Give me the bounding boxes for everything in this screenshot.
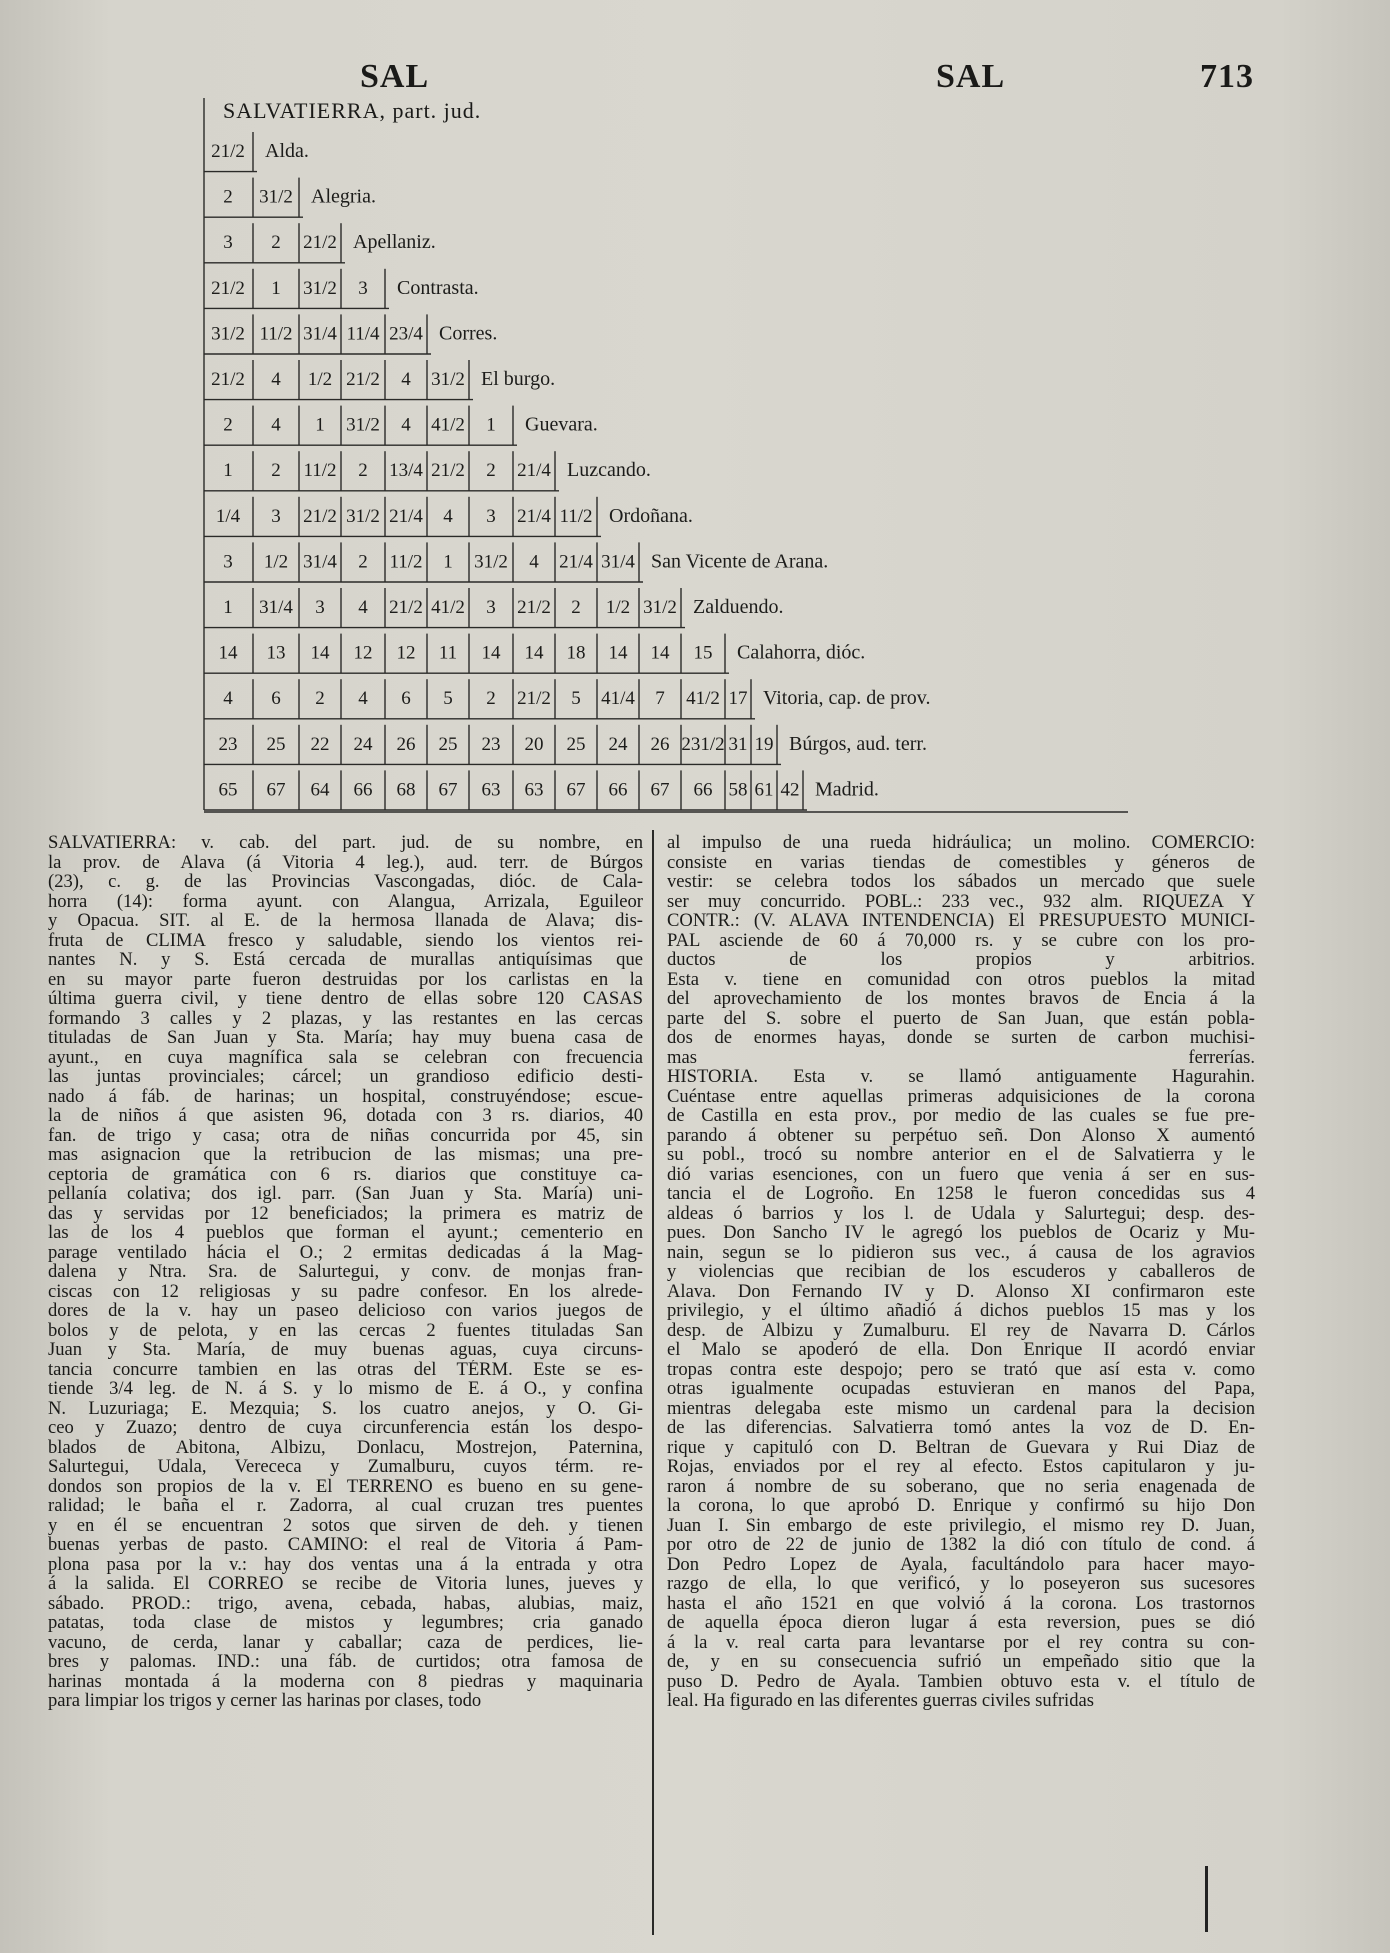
distance-value: 31/2 <box>346 414 380 436</box>
distance-value: 21/2 <box>211 141 245 162</box>
distance-value: 64 <box>310 779 330 801</box>
distance-value: 23 <box>218 733 238 755</box>
text-line: ayunt., en cuya magnífica sala se celebran con frecuencia <box>48 1047 643 1067</box>
distance-value: 17 <box>728 688 748 710</box>
distance-value: 41/2 <box>431 414 465 436</box>
text-line: ciscas con 12 religiosas y su padre confesor. En los alrede- <box>48 1281 643 1301</box>
text-line: del aprovechamiento de los montes bravos de Encia á la <box>667 989 1255 1009</box>
text-line: patatas, toda clase de mistos y legumbres; cria ganado <box>48 1613 643 1633</box>
distance-value: 63 <box>524 779 544 801</box>
distance-value: 21/4 <box>389 505 423 527</box>
distance-value: 67 <box>266 779 286 801</box>
town-name: Vitoria, cap. de prov. <box>763 687 931 710</box>
running-header-left: SAL <box>360 58 430 95</box>
distance-value: 61 <box>754 779 774 801</box>
text-line: las juntas provinciales; cárcel; un grandioso edificio desti- <box>48 1067 643 1087</box>
text-line: para limpiar los trigos y cerner las harinas por clases, todo <box>48 1691 482 1711</box>
distance-value: 26 <box>650 733 670 755</box>
distance-value: 1 <box>443 551 453 573</box>
text-line: dió varias esenciones, con un fuero que venia á ser en sus- <box>667 1164 1255 1184</box>
distance-table <box>203 98 1128 814</box>
text-line: su pobl., trocó su nombre anterior en el de Salvatierra y le <box>667 1145 1255 1165</box>
distance-value: 2 <box>358 460 368 482</box>
text-line: dondos son propios de la v. El TERRENO es bueno en su gene- <box>48 1476 643 1496</box>
page-number: 713 <box>1200 58 1254 95</box>
column-divider <box>652 830 654 1935</box>
distance-value: 3 <box>223 232 233 254</box>
distance-value: 4 <box>271 414 281 436</box>
text-line: en su mayor parte fueron destruidas por los carlistas en la <box>48 969 643 989</box>
text-line: raron á nombre de su soberano, que no seria enagenada de <box>667 1476 1255 1496</box>
text-line: parte del S. sobre el puerto de San Juan, que están pobla- <box>667 1008 1255 1028</box>
distance-value: 31/2 <box>346 505 380 527</box>
town-name: El burgo. <box>481 368 556 390</box>
text-line: Cuéntase entre aquellas primeras adquisiciones de la corona <box>667 1086 1255 1106</box>
distance-value: 2 <box>358 551 368 573</box>
distance-value: 14 <box>524 642 544 664</box>
text-line: tiende 3/4 leg. de N. á S. y lo mismo de E. á O., y confina <box>48 1379 643 1399</box>
text-line: nain, segun se lo pidieron sus vec., á causa de los agravios <box>667 1242 1255 1262</box>
text-line: bolos y de pelota, y en las cercas 2 fuentes tituladas San <box>48 1320 643 1340</box>
distance-value: 66 <box>353 779 373 801</box>
distance-value: 3 <box>486 597 496 618</box>
town-name: Corres. <box>439 322 498 345</box>
distance-value: 4 <box>223 688 233 710</box>
distance-value: 2 <box>486 688 496 710</box>
distance-value: 22 <box>310 733 330 755</box>
distance-value: 2 <box>486 460 496 482</box>
distance-value: 11 <box>438 642 458 664</box>
distance-value: 11/4 <box>346 323 380 345</box>
text-line: otras igualmente ocupadas estuvieran en manos del Papa, <box>667 1379 1255 1399</box>
text-line: al impulso de una rueda hidráulica; un molino. COMERCIO: <box>667 833 1255 853</box>
text-line: Don Pedro Lopez de Ayala, facultándolo para hacer mayo- <box>667 1554 1255 1574</box>
text-line: das y servidas por 12 beneficiados; la primera es matriz de <box>48 1203 643 1223</box>
distance-value: 3 <box>358 277 368 299</box>
text-line: el Malo se apoderó de ella. Don Enrique II acordó enviar <box>667 1340 1255 1360</box>
text-line: Rojas, enviados por el rey al efecto. Estos capitularon y ju- <box>667 1457 1255 1477</box>
text-line: SALVATIERRA: v. cab. del part. jud. de su nombre, en <box>48 833 643 853</box>
distance-table-grid <box>203 98 1128 814</box>
distance-value: 21/2 <box>303 505 337 527</box>
text-line: fan. de trigo y casa; otra de niñas concurrida por 45, sin <box>48 1125 643 1145</box>
distance-value: 65 <box>218 779 238 801</box>
text-line: tancia el de Logroño. En 1258 le fueron concedidas sus 4 <box>667 1184 1255 1204</box>
text-line: tancia concurre tambien en las otras del TÉRM. Este se es- <box>48 1359 643 1379</box>
text-line: parando á obtener su perpétuo señ. Don Alonso X aumentó <box>667 1125 1255 1145</box>
town-name: San Vicente de Arana. <box>651 550 829 573</box>
distance-value: 1/2 <box>263 551 289 573</box>
distance-value: 2 <box>315 688 325 710</box>
distance-value: 1 <box>271 277 281 299</box>
distance-value: 21/2 <box>211 369 245 390</box>
text-line: razgo de ella, lo que verificó, y lo poseyeron sus sucesores <box>667 1574 1255 1594</box>
distance-value: 1/2 <box>605 597 631 618</box>
distance-value: 231/2 <box>681 733 725 755</box>
distance-value: 41/4 <box>601 688 635 710</box>
distance-value: 7 <box>655 688 665 710</box>
distance-value: 21/4 <box>559 551 593 573</box>
text-line: fruta de CLIMA fresco y saludable, siendo los vientos rei- <box>48 930 643 950</box>
distance-value: 25 <box>566 733 586 755</box>
right-text-column <box>667 833 1255 1711</box>
text-line: las de los 4 pueblos que forman el ayunt.; cementerio en <box>48 1223 643 1243</box>
text-line: ceo y Zuazo; dentro de cuya circunferencia están los despo- <box>48 1418 643 1438</box>
text-line: N. Luzuriaga; E. Mezquia; S. los cuatro anejos, y O. Gi- <box>48 1398 643 1418</box>
distance-value: 21/2 <box>346 369 380 390</box>
distance-value: 3 <box>223 551 233 573</box>
distance-value: 13/4 <box>389 460 423 482</box>
distance-value: 24 <box>353 733 373 755</box>
distance-value: 4 <box>401 369 411 390</box>
distance-value: 11/2 <box>259 323 293 345</box>
distance-value: 5 <box>571 688 581 710</box>
distance-value: 21/2 <box>517 597 551 618</box>
distance-value: 67 <box>566 779 586 801</box>
distance-value: 6 <box>401 688 411 710</box>
text-line: privilegio, y el último añadió á dichos pueblos 15 mas y los <box>667 1301 1255 1321</box>
text-line: dores de la v. hay un paseo delicioso con varios juegos de <box>48 1301 643 1321</box>
text-line: mas asignacion que la retribucion de las mismas; una pre- <box>48 1145 643 1165</box>
text-line: ser muy concurrido. POBL.: 233 vec., 932 alm. RIQUEZA Y <box>667 891 1255 911</box>
text-line: y violencias que recibian de los escuderos y caballeros de <box>667 1262 1255 1282</box>
text-line: pues. Don Sancho IV le agregó los pueblos de Ocariz y Mu- <box>667 1223 1255 1243</box>
distance-value: 14 <box>608 642 628 664</box>
distance-value: 12 <box>396 642 416 664</box>
text-line: parage ventilado hácia el O.; 2 ermitas dedicadas á la Mag- <box>48 1242 643 1262</box>
distance-value: 31/2 <box>259 186 293 208</box>
text-line: Juan I. Sin embargo de este privilegio, el mismo rey D. Juan, <box>667 1515 1255 1535</box>
distance-value: 15 <box>693 642 713 664</box>
distance-value: 11/2 <box>389 551 423 573</box>
distance-value: 21/2 <box>389 597 423 618</box>
text-line: de las diferencias. Salvatierra tomó antes la voz de D. En- <box>667 1418 1255 1438</box>
text-line: CONTR.: (V. ALAVA INTENDENCIA) El PRESUPUESTO MUNICI- <box>667 911 1255 931</box>
distance-value: 24 <box>608 733 628 755</box>
text-line: dos de enormes hayas, donde se surten de carbon muchisi- <box>667 1028 1255 1048</box>
distance-value: 41/2 <box>431 597 465 618</box>
distance-value: 14 <box>218 642 238 664</box>
distance-value: 5 <box>443 688 453 710</box>
distance-value: 26 <box>396 733 416 755</box>
text-line: mas ferrerías. <box>667 1047 1255 1067</box>
distance-value: 2 <box>271 460 281 482</box>
text-line: nantes N. y S. Está cercada de murallas antiquísimas que <box>48 950 643 970</box>
distance-value: 2 <box>223 186 233 208</box>
distance-value: 19 <box>754 733 774 755</box>
text-line: última guerra civil, y tiene dentro de ellas sobre 120 CASAS <box>48 989 643 1009</box>
text-line: de Castilla en esta prov., por medio de las cuales se fue pre- <box>667 1106 1255 1126</box>
distance-value: 11/2 <box>559 505 593 527</box>
distance-value: 1 <box>315 414 325 436</box>
distance-value: 58 <box>728 779 748 801</box>
distance-value: 31 <box>728 733 748 755</box>
margin-mark <box>1205 1866 1208 1932</box>
distance-value: 21/2 <box>211 277 245 299</box>
text-line: hasta el año 1521 en que volvió á la corona. Los trastornos <box>667 1593 1255 1613</box>
distance-value: 31/4 <box>303 323 337 345</box>
text-line: y Opacua. SIT. al E. de la hermosa llanada de Alava; dis- <box>48 911 643 931</box>
distance-value: 3 <box>486 505 496 527</box>
text-line: mientras delegaba este mismo un cardenal para la decision <box>667 1398 1255 1418</box>
distance-value: 67 <box>650 779 670 801</box>
text-line: harinas montada á la moderna con 8 piedras y maquinaria <box>48 1671 643 1691</box>
text-line: buenas yerbas de pasto. CAMINO: el real de Vitoria á Pam- <box>48 1535 643 1555</box>
town-name: Calahorra, dióc. <box>737 641 866 664</box>
text-line: la corona, lo que aprobó D. Enrique y confirmó su hijo Don <box>667 1496 1255 1516</box>
distance-value: 21/4 <box>517 460 551 482</box>
text-line: puso D. Pedro de Ayala. Tambien obtuvo esta v. el título de <box>667 1671 1255 1691</box>
distance-value: 4 <box>443 505 453 527</box>
distance-value: 25 <box>266 733 286 755</box>
distance-value: 1 <box>223 460 233 482</box>
distance-table-title: SALVATIERRA, part. jud. <box>223 98 482 123</box>
town-name: Alegria. <box>311 185 376 208</box>
town-name: Ordoñana. <box>609 504 693 527</box>
text-line: ductos de los propios y arbitrios. <box>667 950 1255 970</box>
text-line: sábado. PROD.: trigo, avena, cebada, habas, alubias, maiz, <box>48 1593 643 1613</box>
text-line: blados de Abitona, Albizu, Donlacu, Mostrejon, Paternina, <box>48 1437 643 1457</box>
text-line: pellanía colativa; dos igl. parr. (San Juan y Sta. María) uni- <box>48 1184 643 1204</box>
text-line: desp. de Albizu y Zumalburu. El rey de Navarra D. Cárlos <box>667 1320 1255 1340</box>
distance-value: 4 <box>401 414 411 436</box>
distance-value: 21/4 <box>517 505 551 527</box>
text-line: ralidad; le baña el r. Zadorra, al cual cruzan tres puentes <box>48 1496 643 1516</box>
text-line: Juan y Sta. María, de muy buenas aguas, cuya circuns- <box>48 1340 643 1360</box>
text-line: la prov. de Alava (á Vitoria 4 leg.), aud. terr. de Búrgos <box>48 852 643 872</box>
distance-value: 23/4 <box>389 323 423 345</box>
town-name: Búrgos, aud. terr. <box>789 732 927 755</box>
text-line: bres y palomas. IND.: una fáb. de curtidos; otra famosa de <box>48 1652 643 1672</box>
text-line: vacuno, de cerda, lanar y caballar; caza de perdices, lie- <box>48 1632 643 1652</box>
text-line: y en él se encuentran 2 sotos que sirven de deh. y tienen <box>48 1515 643 1535</box>
distance-value: 14 <box>310 642 330 664</box>
town-name: Apellaniz. <box>353 231 436 254</box>
distance-value: 1/4 <box>215 505 241 527</box>
text-line: Alava. Don Fernando IV y D. Alonso XI confirmaron este <box>667 1281 1255 1301</box>
text-line: la de niños á que asisten 96, dotada con 3 rs. diarios, 40 <box>48 1106 643 1126</box>
distance-value: 31/2 <box>303 277 337 299</box>
town-name: Guevara. <box>525 413 598 436</box>
distance-value: 31/2 <box>431 369 465 390</box>
text-line: Salurtegui, Udala, Verececa y Zumalburu, cuyos térm. re- <box>48 1457 643 1477</box>
text-line: (23), c. g. de las Provincias Vascongadas, dióc. de Cala- <box>48 872 643 892</box>
distance-value: 23 <box>481 733 501 755</box>
text-line: leal. Ha figurado en las diferentes guerras civiles sufridas <box>667 1691 1094 1711</box>
running-header-right: SAL <box>936 58 1006 95</box>
text-line: formando 3 calles y 2 plazas, y las restantes en las cercas <box>48 1008 643 1028</box>
distance-value: 13 <box>266 642 286 664</box>
distance-value: 63 <box>481 779 501 801</box>
town-name: Contrasta. <box>397 276 479 299</box>
distance-value: 21/2 <box>431 460 465 482</box>
text-line: por otro de 22 de junio de 1382 la dió con título de cond. á <box>667 1535 1255 1555</box>
distance-value: 4 <box>358 597 368 618</box>
distance-value: 1 <box>223 597 233 618</box>
distance-value: 12 <box>353 642 373 664</box>
text-line: tituladas de San Juan y Sta. María; hay muy buena casa de <box>48 1028 643 1048</box>
distance-value: 31/4 <box>601 551 635 573</box>
distance-value: 1/2 <box>307 369 333 390</box>
distance-value: 4 <box>529 551 539 573</box>
text-line: consiste en varias tiendas de comestibles y géneros de <box>667 852 1255 872</box>
distance-value: 18 <box>566 642 586 664</box>
distance-value: 2 <box>223 414 233 436</box>
text-line: aldeas ó barrios y los l. de Udala y Salurtegui; desp. des- <box>667 1203 1255 1223</box>
distance-value: 42 <box>780 779 800 801</box>
distance-value: 2 <box>571 597 581 618</box>
text-line: rique y capituló con D. Beltran de Guevara y Rui Diaz de <box>667 1437 1255 1457</box>
distance-value: 25 <box>438 733 458 755</box>
text-line: plona pasa por la v.: hay dos ventas una á la entrada y otra <box>48 1554 643 1574</box>
text-line: horra (14): forma ayunt. con Alangua, Arrizala, Eguileor <box>48 891 643 911</box>
distance-value: 31/2 <box>211 323 245 345</box>
left-text-column <box>48 833 643 1711</box>
distance-value: 11/2 <box>303 460 337 482</box>
text-line: nado á fáb. de harinas; un hospital, construyéndose; escue- <box>48 1086 643 1106</box>
text-line: á la v. real carta para levantarse por el rey contra su con- <box>667 1632 1255 1652</box>
text-line: ceptoria de gramática con 6 rs. diarios que constituye ca- <box>48 1164 643 1184</box>
distance-value: 67 <box>438 779 458 801</box>
text-line: HISTORIA. Esta v. se llamó antiguamente Hagurahin. <box>667 1067 1255 1087</box>
text-line: PAL asciende de 60 á 70,000 rs. y se cubre con los pro- <box>667 930 1255 950</box>
distance-value: 66 <box>693 779 713 801</box>
distance-value: 31/2 <box>474 551 508 573</box>
text-line: Esta v. tiene en comunidad con otros pueblos la mitad <box>667 969 1255 989</box>
distance-value: 2 <box>271 232 281 254</box>
distance-value: 31/4 <box>303 551 337 573</box>
text-line: de aquella época dieron lugar á esta reversion, pues se dió <box>667 1613 1255 1633</box>
text-line: dalena y Ntra. Sra. de Salurtegui, y conv. de monjas fran- <box>48 1262 643 1282</box>
distance-value: 41/2 <box>686 688 720 710</box>
town-name: Alda. <box>265 140 309 162</box>
text-line: vestir: se celebra todos los sábados un mercado que suele <box>667 872 1255 892</box>
distance-value: 21/2 <box>517 688 551 710</box>
town-name: Zalduendo. <box>693 596 784 618</box>
distance-value: 4 <box>271 369 281 390</box>
distance-value: 66 <box>608 779 628 801</box>
distance-value: 4 <box>358 688 368 710</box>
distance-value: 14 <box>481 642 501 664</box>
distance-value: 31/2 <box>643 597 677 618</box>
distance-value: 21/2 <box>303 232 337 254</box>
distance-value: 20 <box>524 733 544 755</box>
distance-value: 6 <box>271 688 281 710</box>
distance-value: 31/4 <box>259 597 293 618</box>
distance-value: 68 <box>396 779 416 801</box>
text-line: tropas contra este despojo; pero se trató que así esta v. como <box>667 1359 1255 1379</box>
distance-value: 1 <box>486 414 496 436</box>
town-name: Madrid. <box>815 778 879 801</box>
text-line: á la salida. El CORREO se recibe de Vitoria lunes, jueves y <box>48 1574 643 1594</box>
town-name: Luzcando. <box>567 459 651 482</box>
text-line: de, y en su consecuencia sufrió un empeñado sitio que la <box>667 1652 1255 1672</box>
distance-value: 3 <box>271 505 281 527</box>
distance-value: 3 <box>315 597 325 618</box>
distance-value: 14 <box>650 642 670 664</box>
